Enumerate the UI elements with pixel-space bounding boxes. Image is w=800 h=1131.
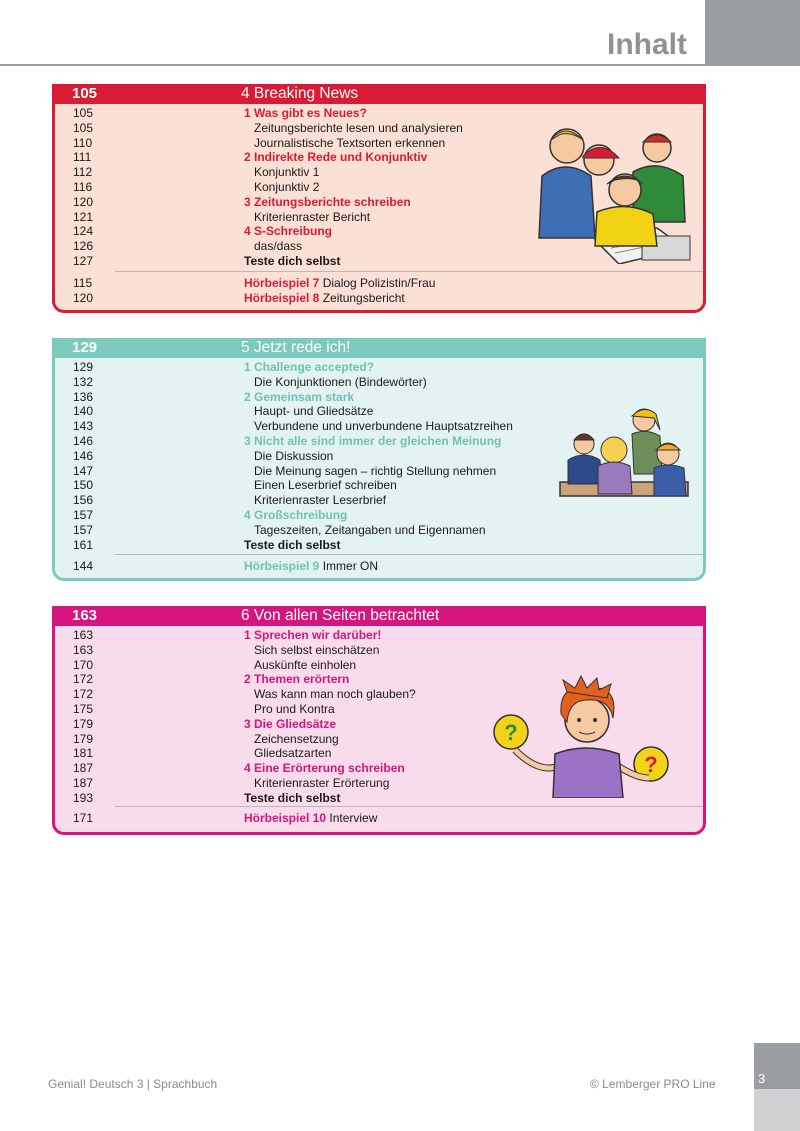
- page-ref: 127: [73, 253, 94, 268]
- audio-label: Hörbeispiel 7: [244, 276, 320, 290]
- entry-text: Tageszeiten, Zeitangaben und Eigennamen: [254, 522, 486, 537]
- section-heading-row: [55, 628, 703, 643]
- separator: [115, 554, 703, 555]
- group-discussion-illustration: [558, 404, 694, 510]
- section-heading-row: [55, 508, 703, 523]
- page-ref: 146: [73, 433, 94, 448]
- audio-title: Dialog Polizistin/Frau: [322, 276, 436, 290]
- entry-text: Haupt- und Gliedsätze: [254, 404, 374, 419]
- girl-with-question-marks-illustration: [489, 674, 689, 798]
- entry-text: 4 Großschreibung: [244, 507, 348, 522]
- section-heading-row: [55, 360, 703, 375]
- audio-list: [55, 276, 703, 306]
- page-ref: 175: [73, 701, 94, 716]
- entry-text: Verbundene und unverbundene Hauptsatzreihen: [254, 419, 513, 434]
- page-ref: 170: [73, 657, 94, 672]
- svg-text:?: ?: [644, 752, 658, 777]
- entry-text: Sich selbst einschätzen: [254, 642, 380, 657]
- page-ref: 126: [73, 239, 94, 254]
- audio-entry: [244, 811, 377, 826]
- page-ref: 157: [73, 507, 94, 522]
- page-ref: 111: [73, 150, 92, 165]
- unit-start-page: 129: [72, 339, 98, 356]
- entry-text: Einen Leserbrief schreiben: [254, 478, 397, 493]
- audio-list: [55, 559, 703, 574]
- unit-title: 5 Jetzt rede ich!: [241, 339, 351, 356]
- entry-text: 4 S-Schreibung: [244, 224, 333, 239]
- entry-text: 3 Die Gliedsätze: [244, 716, 337, 731]
- entry-text: Kriterienraster Erörterung: [254, 775, 390, 790]
- header-rule: [0, 64, 705, 66]
- svg-text:?: ?: [504, 720, 518, 745]
- topic-row: [55, 523, 703, 538]
- page-ref: 163: [73, 628, 94, 642]
- page-ref: 132: [73, 374, 94, 389]
- page-title: Inhalt: [607, 28, 687, 61]
- page-number: 3: [758, 1071, 766, 1086]
- entry-text: Die Konjunktionen (Bindewörter): [254, 374, 427, 389]
- audio-title: Zeitungsbericht: [322, 290, 405, 305]
- separator: [115, 271, 703, 272]
- page-ref: 116: [73, 179, 93, 194]
- page-ref: 147: [73, 463, 94, 478]
- entry-text: Zeitungsberichte lesen und analysieren: [254, 120, 463, 135]
- page-ref: 172: [73, 672, 94, 687]
- audio-entry: [244, 559, 378, 574]
- entry-text: 2 Indirekte Rede und Konjunktiv: [244, 150, 428, 165]
- entry-text: 2 Gemeinsam stark: [244, 389, 355, 404]
- entry-text: 3 Nicht alle sind immer der gleichen Meinung: [244, 433, 502, 448]
- entry-text: Konjunktiv 2: [254, 179, 320, 194]
- unit-start-page: 163: [72, 607, 98, 624]
- page-ref: 187: [73, 761, 94, 776]
- footer-publisher: © Lemberger PRO Line: [590, 1077, 716, 1091]
- entry-text: 3 Zeitungsberichte schreiben: [244, 194, 411, 209]
- audio-entry: [244, 291, 405, 306]
- page-ref: 121: [73, 209, 94, 224]
- audio-row: [55, 559, 703, 574]
- entry-text: Was kann man noch glauben?: [254, 687, 416, 702]
- section-heading-row: [55, 390, 703, 405]
- page-number-block-lower: [754, 1089, 800, 1131]
- audio-row: [55, 276, 703, 291]
- entry-text: 1 Sprechen wir darüber!: [244, 628, 382, 642]
- page-ref: 110: [73, 135, 93, 150]
- topic-row: [55, 375, 703, 390]
- page-ref: 171: [73, 811, 94, 825]
- entry-text: das/dass: [254, 239, 303, 254]
- page-ref: 157: [73, 522, 94, 537]
- entry-text: Journalistische Textsorten erkennen: [254, 135, 446, 150]
- entry-text: Die Meinung sagen – richtig Stellung nehmen: [254, 463, 497, 478]
- topic-row: [55, 658, 703, 673]
- page-ref: 140: [73, 404, 94, 419]
- audio-entry: [244, 276, 435, 291]
- page-ref: 187: [73, 775, 94, 790]
- page-ref: 172: [73, 687, 94, 702]
- page-ref: 120: [73, 194, 94, 209]
- entry-text: Zeichensetzung: [254, 731, 339, 746]
- audio-label: Hörbeispiel 9: [244, 559, 320, 573]
- unit-header: [52, 338, 706, 358]
- topic-row: [55, 643, 703, 658]
- entry-text: Teste dich selbst: [244, 537, 341, 552]
- unit-start-page: 105: [72, 85, 98, 102]
- page-ref: 181: [73, 746, 94, 761]
- audio-title: Interview: [329, 811, 378, 825]
- entry-text: Gliedsatzarten: [254, 746, 332, 761]
- page-ref: 105: [73, 106, 94, 120]
- audio-row: [55, 811, 703, 826]
- header-block: [705, 0, 800, 66]
- audio-list: [55, 811, 703, 826]
- page-ref: 124: [73, 224, 94, 239]
- footer-book-title: Genial! Deutsch 3 | Sprachbuch: [48, 1077, 218, 1091]
- page-ref: 143: [73, 419, 94, 434]
- entry-text: 4 Eine Erörterung schreiben: [244, 761, 405, 776]
- unit-5-box: [52, 338, 706, 581]
- page-ref: 163: [73, 642, 94, 657]
- unit-4-box: [52, 84, 706, 313]
- entry-text: 2 Themen erörtern: [244, 672, 350, 687]
- page-ref: 161: [73, 537, 94, 552]
- entry-text: Auskünfte einholen: [254, 657, 357, 672]
- page-ref: 179: [73, 716, 94, 731]
- page-ref: 179: [73, 731, 94, 746]
- entry-text: Kriterienraster Bericht: [254, 209, 371, 224]
- page-ref: 156: [73, 493, 94, 508]
- page-ref: 150: [73, 478, 94, 493]
- unit-header: [52, 606, 706, 626]
- separator: [115, 806, 703, 807]
- audio-row: [55, 291, 703, 306]
- page-ref: 120: [73, 290, 94, 305]
- audio-label: Hörbeispiel 8: [244, 290, 320, 305]
- boys-reading-newspaper-illustration: [507, 118, 702, 264]
- page-ref: 115: [73, 276, 93, 290]
- page-ref: 144: [73, 559, 94, 573]
- audio-label: Hörbeispiel 10: [244, 811, 327, 825]
- entry-text: Konjunktiv 1: [254, 165, 320, 180]
- entry-text: Pro und Kontra: [254, 701, 335, 716]
- entry-text: 1 Challenge accepted?: [244, 360, 375, 374]
- entry-text: Die Diskussion: [254, 448, 334, 463]
- entry-text: Teste dich selbst: [244, 790, 341, 805]
- page-ref: 146: [73, 448, 94, 463]
- page-ref: 129: [73, 360, 94, 374]
- unit-title: 6 Von allen Seiten betrachtet: [241, 607, 440, 624]
- page-ref: 105: [73, 120, 94, 135]
- entry-text: Teste dich selbst: [244, 253, 341, 268]
- unit-header: [52, 84, 706, 104]
- unit-6-box: [52, 606, 706, 835]
- page-ref: 136: [73, 389, 94, 404]
- entry-text: 1 Was gibt es Neues?: [244, 106, 367, 120]
- page-ref: 112: [73, 165, 93, 180]
- unit-title: 4 Breaking News: [241, 85, 359, 102]
- self-test-row: [55, 538, 703, 553]
- page-ref: 193: [73, 790, 94, 805]
- entry-text: Kriterienraster Leserbrief: [254, 493, 387, 508]
- audio-title: Immer ON: [322, 559, 379, 573]
